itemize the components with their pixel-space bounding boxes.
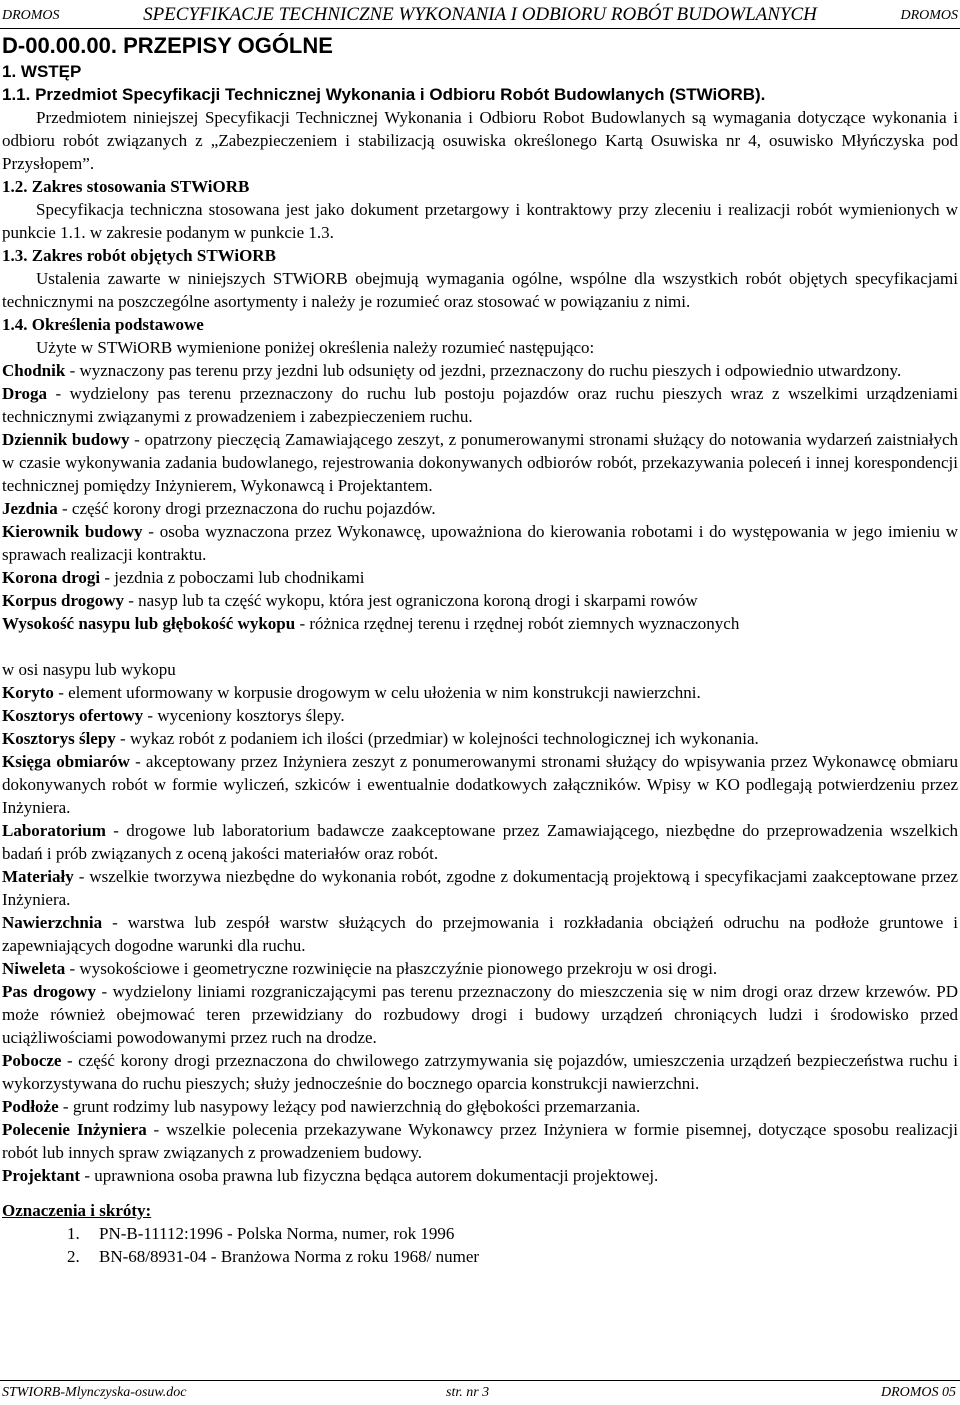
section-heading-1-1: 1.1. Przedmiot Specyfikacji Technicznej Wykonania i Odbioru Robót Budowlanych (STWiORB).	[2, 85, 766, 104]
definition-term: Księga obmiarów	[2, 752, 130, 771]
definition-item	[2, 658, 958, 681]
abbreviation-text: PN-B-11112:1996 - Polska Norma, numer, rok 1996	[99, 1224, 455, 1243]
definition-item	[2, 359, 958, 382]
abbreviation-item	[67, 1222, 958, 1245]
definition-text: - grunt rodzimy lub nasypowy leżący pod nawierzchnią do głębokości przemarzania.	[58, 1097, 641, 1116]
definition-text: - wyceniony kosztorys ślepy.	[143, 706, 345, 725]
page-header	[0, 4, 960, 29]
section-intro-1-4: Użyte w STWiORB wymienione poniżej określenia należy rozumieć następująco:	[36, 338, 595, 357]
footer-page-number: str. nr 3	[446, 1385, 490, 1400]
definition-text: - część korony drogi przeznaczona do ruchu pojazdów.	[57, 499, 436, 518]
section-heading-1-2: 1.2. Zakres stosowania STWiORB	[2, 177, 250, 196]
definition-item	[2, 865, 958, 911]
definition-item	[2, 1118, 958, 1164]
section-heading-1: 1. WSTĘP	[2, 62, 82, 81]
definition-item	[2, 497, 958, 520]
definition-item	[2, 566, 958, 589]
definition-text: - wysokościowe i geometryczne rozwinięcie na płaszczyźnie pionowego przekroju w osi drogi.	[65, 959, 718, 978]
header-right: DROMOS	[900, 8, 958, 23]
definition-term: Nawierzchnia	[2, 913, 103, 932]
definition-text: - wykaz robót z podaniem ich ilości (przedmiar) w kolejności technologicznej ich wykonania.	[115, 729, 759, 748]
definition-text: - osoba wyznaczona przez Wykonawcę, upoważniona do kierowania robotami i do występowania w jego imieniu w sprawach realizacji kontraktu.	[2, 522, 958, 564]
definition-term: Pas drogowy	[2, 982, 96, 1001]
definition-text: - uprawniona osoba prawna lub fizyczna będąca autorem dokumentacji projektowej.	[80, 1166, 659, 1185]
definition-term: Podłoże	[2, 1097, 59, 1116]
definition-term: Kosztorys ślepy	[2, 729, 116, 748]
definition-term: Kosztorys ofertowy	[2, 706, 144, 725]
abbreviation-number: 1.	[67, 1224, 80, 1243]
definition-text: - nasyp lub ta część wykopu, która jest ograniczona koroną drogi i skarpami rowów	[124, 591, 698, 610]
definition-term: Wysokość nasypu lub głębokość wykopu	[2, 614, 296, 633]
definition-term: Koryto	[2, 683, 54, 702]
footer-right: DROMOS 05	[880, 1385, 956, 1400]
abbreviations-title: Oznaczenia i skróty:	[2, 1201, 152, 1220]
definition-text: - drogowe lub laboratorium badawcze zaakceptowane przez Zamawiającego, niezbędne do przeprowadzenia wszelkich badań i prób związanych z oceną jakości materiałów oraz robót.	[2, 821, 958, 863]
definition-term: Chodnik	[2, 361, 66, 380]
document-body	[2, 32, 958, 1268]
definition-text: - akceptowany przez Inżyniera zeszyt z ponumerowanymi stronami służący do wpisywania przez Wykonawcę obmiaru dokonywanych robót w formie wyliczeń, szkiców i ewentualnie dodatkowych załączników. Wpisy w KO podlegają potwierdzeniu przez Inżyniera.	[2, 752, 958, 817]
definition-item	[2, 819, 958, 865]
section-heading-1-3: 1.3. Zakres robót objętych STWiORB	[2, 246, 276, 265]
header-left: DROMOS	[2, 8, 60, 23]
footer-filename: STWIORB-Mlynczyska-osuw.doc	[2, 1385, 187, 1400]
definition-item	[2, 1095, 958, 1118]
definition-term: Materiały	[2, 867, 74, 886]
page-footer	[0, 1380, 960, 1403]
definition-text: - wydzielony liniami rozgraniczającymi pas terenu przeznaczony do mieszczenia się w nim drogi oraz drzew krzewów. PD może również obejmować teren przewidziany do rozbudowy drogi i budowy urządzeń chroniących ludzi i środowisko przed uciążliwościami powodowanymi przez ruch na drodze.	[2, 982, 958, 1047]
definition-term: Projektant	[2, 1166, 81, 1185]
definition-term: Kierownik budowy	[2, 522, 143, 541]
definition-item	[2, 589, 958, 612]
abbreviations-list	[2, 1222, 958, 1268]
definition-item	[2, 750, 958, 819]
definition-item	[2, 382, 958, 428]
definition-term: Pobocze	[2, 1051, 62, 1070]
section-text-1-2: Specyfikacja techniczna stosowana jest jako dokument przetargowy i kontraktowy przy zleceniu i realizacji robót wymienionych w punkcie 1.1. w zakresie podanym w punkcie 1.3.	[2, 200, 958, 242]
definition-text: - opatrzony pieczęcią Zamawiającego zeszyt, z ponumerowanymi stronami służący do notowania wydarzeń zaistniałych w czasie wykonywania zadania budowlanego, rejestrowania dokonywanych odbiorów robót, przekazywania poleceń i innej korespondencji technicznej pomiędzy Inżynierem, Wykonawcą i Projektantem.	[2, 430, 958, 495]
definition-item	[2, 428, 958, 497]
definition-item	[2, 520, 958, 566]
definition-text: - wyznaczony pas terenu przy jezdni lub odsunięty od jezdni, przeznaczony do ruchu pieszych i odpowiednio utwardzony.	[65, 361, 902, 380]
definitions-list	[2, 359, 958, 1187]
section-text-1-1: Przedmiotem niniejszej Specyfikacji Technicznej Wykonania i Odbioru Robot Budowlanych są wymagania dotyczące wykonania i odbioru robót związanych z „Zabezpieczeniem i stabilizacją osuwiska określonego Kartą Osuwiska nr 4, osuwisko Młyńczyska pod Przysłopem”.	[2, 108, 958, 173]
section-text-1-3: Ustalenia zawarte w niniejszych STWiORB obejmują wymagania ogólne, wspólne dla wszystkich robót objętych specyfikacjami technicznymi na poszczególne asortymenty i należy je rozumieć oraz stosować w powiązaniu z nimi.	[2, 269, 958, 311]
definition-term: Dziennik budowy	[2, 430, 130, 449]
definition-term: Droga	[2, 384, 48, 403]
definition-item	[2, 704, 958, 727]
abbreviation-item	[67, 1245, 958, 1268]
definition-term: Korona drogi	[2, 568, 101, 587]
definition-text: - wydzielony pas terenu przeznaczony do ruchu lub postoju pojazdów oraz ruchu pieszych wraz z wszelkimi urządzeniami technicznymi związanymi z prowadzeniem i zabezpieczeniem ruchu.	[2, 384, 958, 426]
definition-item	[2, 1164, 958, 1187]
definition-text: - wszelkie tworzywa niezbędne do wykonania robót, zgodne z dokumentacją projektową i specyfikacjami zaakceptowane przez Inżyniera.	[2, 867, 958, 909]
definition-item	[2, 681, 958, 704]
abbreviation-number: 2.	[67, 1247, 80, 1266]
definition-item	[2, 727, 958, 750]
definition-item	[2, 957, 958, 980]
definition-text: - element uformowany w korpusie drogowym w celu ułożenia w nim konstrukcji nawierzchni.	[53, 683, 701, 702]
definition-text: - część korony drogi przeznaczona do chwilowego zatrzymywania się pojazdów, umieszczenia urządzeń bezpieczeństwa ruchu i wykorzystywana do ruchu pieszych; służy jednocześnie do bocznego oparcia konstrukcji nawierzchni.	[2, 1051, 958, 1093]
definition-term: Polecenie Inżyniera	[2, 1120, 147, 1139]
header-center: SPECYFIKACJE TECHNICZNE WYKONANIA I ODBIORU ROBÓT BUDOWLANYCH	[143, 4, 817, 25]
definition-term: Korpus drogowy	[2, 591, 125, 610]
definition-item	[2, 612, 958, 635]
definition-text: - wszelkie polecenia przekazywane Wykonawcy przez Inżyniera w formie pisemnej, dotyczące sposobu realizacji robót lub innych spraw związanych z prowadzeniem budowy.	[2, 1120, 958, 1162]
definition-item	[2, 980, 958, 1049]
paragraph-gap	[2, 635, 958, 658]
definition-text: - różnica rzędnej terenu i rzędnej robót ziemnych wyznaczonych	[295, 614, 740, 633]
section-heading-1-4: 1.4. Określenia podstawowe	[2, 315, 204, 334]
definition-text: - warstwa lub zespół warstw służących do przejmowania i rozkładania obciążeń odruchu na podłoże gruntowe i zapewniających dogodne warunki dla ruchu.	[2, 913, 958, 955]
definition-text: w osi nasypu lub wykopu	[2, 660, 176, 679]
document-title: D-00.00.00. PRZEPISY OGÓLNE	[2, 33, 333, 58]
definition-term: Jezdnia	[2, 499, 58, 518]
definition-term: Laboratorium	[2, 821, 106, 840]
definition-item	[2, 1049, 958, 1095]
abbreviation-text: BN-68/8931-04 - Branżowa Norma z roku 1968/ numer	[99, 1247, 480, 1266]
definition-item	[2, 911, 958, 957]
definition-text: - jezdnia z poboczami lub chodnikami	[100, 568, 365, 587]
definition-term: Niweleta	[2, 959, 66, 978]
